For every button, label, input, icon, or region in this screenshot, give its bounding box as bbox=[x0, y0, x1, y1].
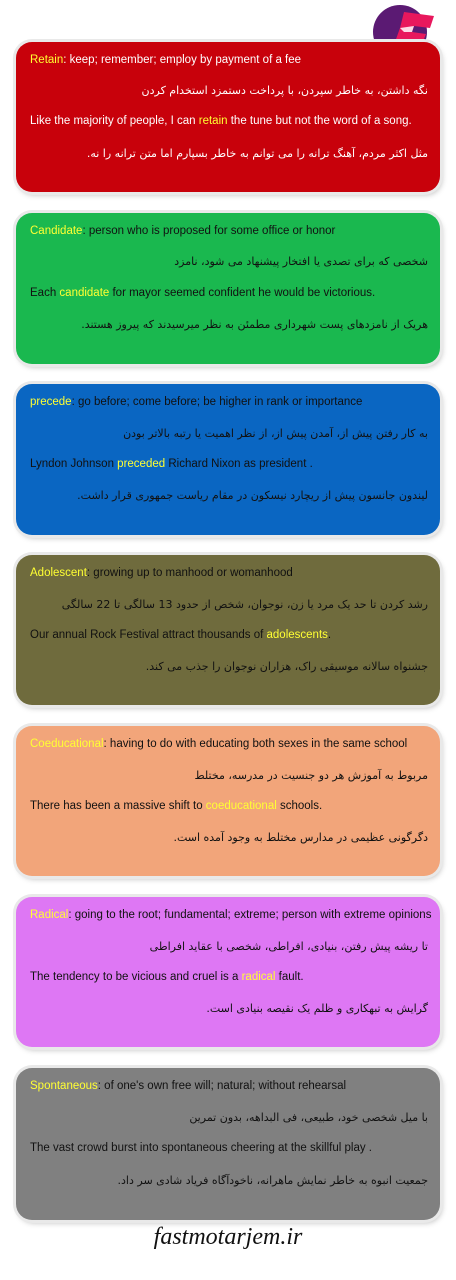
persian-definition: نگه داشتن، به خاطر سپردن، با پرداخت دستمزد استخدام کردن bbox=[141, 84, 428, 97]
persian-example: مثل اکثر مردم، آهنگ ترانه را می توانم به خاطر بسپارم اما متن ترانه را نه. bbox=[86, 147, 428, 160]
example-text: Our annual Rock Festival attract thousands of bbox=[30, 629, 267, 641]
example-term: radical bbox=[241, 971, 276, 983]
term-line bbox=[30, 54, 428, 66]
example-sentence bbox=[30, 458, 428, 470]
example-text: . bbox=[327, 629, 332, 641]
example-text: the tune but not the word of a song. bbox=[227, 115, 412, 127]
example-text: There has been a massive shift to bbox=[30, 800, 206, 812]
persian-example: هریک از نامزدهای پست شهرداری مطمئن به نظر میرسیدند که پیروز هستند. bbox=[81, 318, 428, 331]
persian-example: دگرگونی عظیمی در مدارس مختلط به وجود آمده است. bbox=[173, 831, 428, 844]
example-text: Like the majority of people, I can bbox=[30, 115, 199, 127]
persian-definition: با میل شخصی خود، طبیعی، فی البداهه، بدون تمرین bbox=[189, 1111, 428, 1124]
persian-example: گرایش به تبهکاری و ظلم یک نقیصه بنیادی است. bbox=[206, 1002, 428, 1015]
persian-example: جشنواه سالانه موسیقی راک، هزاران نوجوان را جذب می کند. bbox=[145, 660, 428, 673]
persian-definition: به کار رفتن پیش از، آمدن پیش از، از نظر اهمیت یا رتبه بالاتر بودن bbox=[123, 427, 428, 440]
example-text: Lyndon Johnson bbox=[30, 458, 118, 470]
persian-definition: رشد کردن تا حد یک مرد یا زن، نوجوان، شخص از حدود 13 سالگی تا 22 سالگی bbox=[61, 598, 428, 611]
example-term: candidate bbox=[59, 287, 110, 299]
example-text: The tendency to be vicious and cruel is a bbox=[30, 971, 242, 983]
example-term: preceded bbox=[117, 458, 166, 470]
example-sentence bbox=[30, 971, 428, 983]
site-footer-link[interactable]: fastmotarjem.ir bbox=[153, 1224, 303, 1250]
definition: : growing up to manhood or womanhood bbox=[86, 567, 293, 579]
example-text: fault. bbox=[275, 971, 304, 983]
persian-definition: تا ریشه پیش رفتن، بنیادی، افراطی، شخصی با عقاید افراطی bbox=[149, 940, 428, 953]
term: Adolescent bbox=[30, 567, 87, 579]
term: Candidate bbox=[30, 225, 83, 237]
example-sentence bbox=[30, 115, 428, 127]
example-text: Richard Nixon as president . bbox=[165, 458, 313, 470]
persian-definition: مربوط به آموزش هر دو جنسیت در مدرسه، مختلط bbox=[194, 769, 428, 782]
persian-example: لیندون جانسون پیش از ریچارد نیسکون در مقام ریاست جمهوری قرار داشت. bbox=[77, 489, 428, 502]
vocab-card-coeducational bbox=[16, 726, 440, 876]
example-sentence bbox=[30, 1142, 428, 1154]
term: Coeducational bbox=[30, 738, 104, 750]
persian-example: جمعیت انبوه به خاطر نمایش ماهرانه، ناخودآگاه فریاد شادی سر داد. bbox=[117, 1174, 428, 1187]
persian-definition: شخصی که برای تصدی یا افتخار پیشنهاد می شود، نامزد bbox=[174, 255, 428, 268]
vocab-card-retain bbox=[16, 42, 440, 192]
definition: : keep; remember; employ by payment of a fee bbox=[63, 54, 302, 66]
example-text: schools. bbox=[276, 800, 323, 812]
definition: : going to the root; fundamental; extreme; person with extreme opinions bbox=[68, 909, 432, 921]
term-line bbox=[30, 225, 428, 237]
vocab-card-spontaneous bbox=[16, 1068, 440, 1220]
example-text: The vast crowd burst into spontaneous cheering at the skillful play . bbox=[30, 1142, 372, 1154]
vocab-card-precede bbox=[16, 384, 440, 535]
vocab-card-adolescent bbox=[16, 555, 440, 705]
vocab-card-radical bbox=[16, 897, 440, 1047]
example-term: adolescents bbox=[266, 629, 328, 641]
example-term: coeducational bbox=[205, 800, 277, 812]
term: Retain bbox=[30, 54, 64, 66]
example-sentence bbox=[30, 287, 428, 299]
term-line bbox=[30, 396, 428, 408]
example-sentence bbox=[30, 800, 428, 812]
term-line bbox=[30, 1080, 428, 1092]
definition: : having to do with educating both sexes in the same school bbox=[103, 738, 408, 750]
term-line bbox=[30, 738, 428, 750]
example-term: retain bbox=[198, 115, 228, 127]
definition: : of one's own free will; natural; without rehearsal bbox=[97, 1080, 347, 1092]
example-text: Each bbox=[30, 287, 60, 299]
term-line bbox=[30, 909, 432, 921]
term-line bbox=[30, 567, 428, 579]
term: Spontaneous bbox=[30, 1080, 98, 1092]
vocab-card-candidate bbox=[16, 213, 440, 364]
example-text: for mayor seemed confident he would be victorious. bbox=[109, 287, 376, 299]
term: Radical bbox=[30, 909, 69, 921]
example-sentence bbox=[30, 629, 428, 641]
definition: : person who is proposed for some office or honor bbox=[82, 225, 336, 237]
definition: : go before; come before; be higher in rank or importance bbox=[71, 396, 363, 408]
term: precede bbox=[30, 396, 72, 408]
